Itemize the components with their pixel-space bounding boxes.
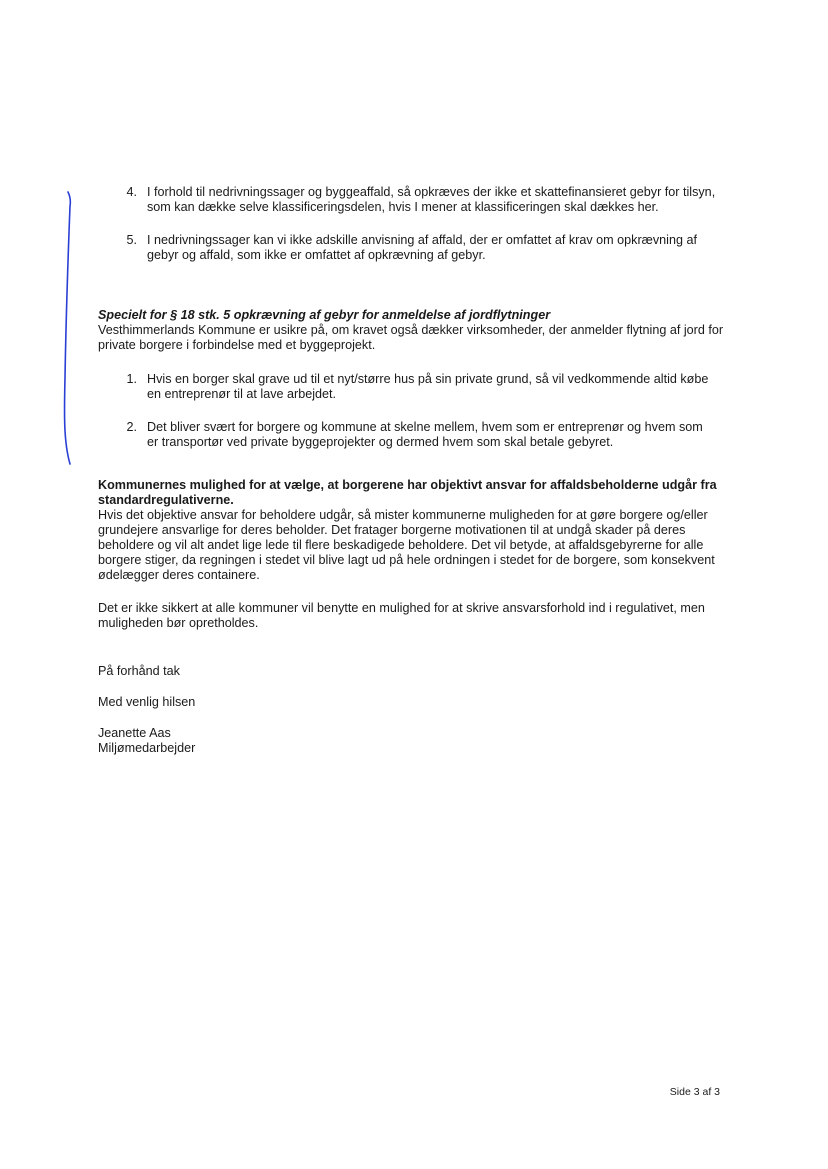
list-item — [123, 233, 717, 263]
numbered-list-top — [123, 185, 717, 263]
list-number: 4. — [126, 185, 137, 199]
paragraph-regulativ: Det er ikke sikkert at alle kommuner vil benytte en mulighed for at skrive ansvarsforhold ind i regulativet, men muligheden bør opretholdes. — [98, 601, 705, 630]
closing-thanks: På forhånd tak — [98, 664, 180, 678]
signer-name: Jeanette Aas — [98, 726, 171, 740]
signature-block — [98, 726, 728, 756]
section-body: Vesthimmerlands Kommune er usikre på, om kravet også dækker virksomheder, der anmelder flytning af jord for private borgere i forbindelse med et byggeprojekt. — [98, 323, 724, 352]
list-item — [123, 185, 717, 215]
numbered-list-section-18 — [123, 372, 717, 450]
section-objektivt-ansvar — [98, 478, 728, 583]
section-paragraph-18 — [98, 308, 728, 353]
handwritten-margin-line — [56, 188, 84, 468]
list-text: I nedrivningssager kan vi ikke adskille anvisning af affald, der er omfattet af krav om opkrævning af gebyr og affald, som ikke er omfattet af opkrævning af gebyr. — [147, 233, 697, 262]
closing-regards: Med venlig hilsen — [98, 695, 196, 709]
list-item — [123, 420, 717, 450]
list-number: 5. — [126, 233, 137, 247]
list-text: I forhold til nedrivningssager og byggeaffald, så opkræves der ikke et skattefinansieret gebyr for tilsyn, som kan dække selve klassificeringsdelen, hvis I mener at klassificeringen skal dækkes her. — [147, 185, 716, 214]
list-number: 2. — [126, 420, 137, 434]
section-body: Hvis det objektive ansvar for beholdere udgår, så mister kommunerne muligheden for at gøre borgere og/eller grundejere ansvarlige for deres beholder. Det fratager borgerne motivationen til at undgå skader på deres beholdere og vil alt andet lige lede til flere beskadigede beholdere. Det vil betyde, at affaldsgebyrerne for alle borgere stiger, da regningen i stedet vil blive lagt ud på hele ordningen i stedet for de borgere, som konsekvent ødelægger deres containere. — [98, 508, 715, 582]
signer-title: Miljømedarbejder — [98, 741, 196, 755]
page-number: Side 3 af 3 — [669, 1086, 720, 1098]
section-heading: Kommunernes mulighed for at vælge, at borgerene har objektivt ansvar for affaldsbeholderne udgår fra standardregulativerne. — [98, 478, 717, 507]
list-item — [123, 372, 717, 402]
list-text: Hvis en borger skal grave ud til et nyt/større hus på sin private grund, så vil vedkommende altid købe en entreprenør til at lave arbejdet. — [147, 372, 709, 401]
list-number: 1. — [126, 372, 137, 386]
list-text: Det bliver svært for borgere og kommune at skelne mellem, hvem som er entreprenør og hvem som er transportør ved private byggeprojekter og dermed hvem som skal betale gebyret. — [147, 420, 703, 449]
section-heading: Specielt for § 18 stk. 5 opkrævning af gebyr for anmeldelse af jordflytninger — [98, 308, 551, 322]
